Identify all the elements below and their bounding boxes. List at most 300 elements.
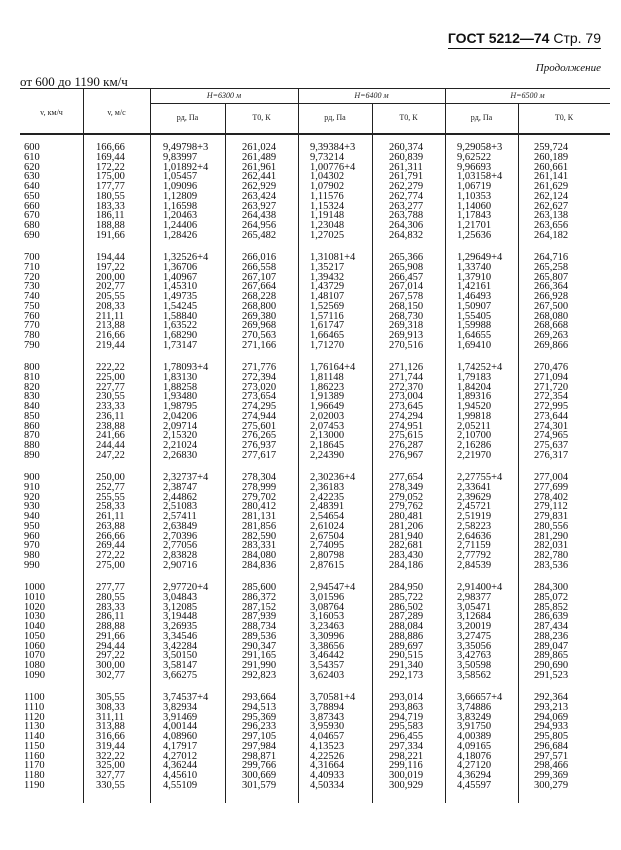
cell-v-kmh: 960: [24, 530, 40, 542]
cell-p-6300: 3,82934: [163, 701, 198, 713]
cell-t-6500: 268,668: [534, 320, 569, 332]
cell-v-ms: 177,77: [96, 181, 125, 193]
cell-v-ms: 247,22: [96, 450, 125, 462]
cell-p-6500: 1,25636: [457, 230, 492, 242]
cell-p-6500: 9,62522: [457, 151, 492, 163]
cell-p-6400: 4,22526: [310, 750, 345, 762]
cell-p-6400: 1,91389: [310, 391, 345, 403]
cell-t-6300: 269,968: [242, 320, 277, 332]
cell-t-6300: 300,669: [242, 770, 277, 782]
cell-p-6400: 3,95930: [310, 721, 345, 733]
cell-p-6300: 3,66275: [163, 670, 198, 682]
cell-v-ms: 300,00: [96, 660, 125, 672]
cell-t-6500: 287,434: [534, 621, 569, 633]
cell-p-6300: 9,49798+3: [163, 142, 209, 153]
cell-t-6400: 281,206: [389, 520, 424, 532]
cell-t-6500: 283,536: [534, 560, 569, 572]
cell-t-6500: 265,807: [534, 271, 569, 283]
cell-t-6400: 292,173: [389, 670, 424, 682]
cell-p-6300: 2,26830: [163, 450, 198, 462]
cell-p-6500: 2,16286: [457, 440, 492, 452]
cell-p-6300: 4,17917: [163, 740, 198, 752]
cell-t-6400: 300,019: [389, 770, 424, 782]
cell-t-6500: 271,094: [534, 371, 569, 383]
cell-p-6400: 2,80798: [310, 550, 345, 562]
cell-t-6300: 282,590: [242, 530, 277, 542]
cell-v-ms: 305,55: [96, 692, 125, 703]
cell-p-6500: 2,51919: [457, 511, 492, 523]
cell-p-6500: 1,10353: [457, 190, 492, 202]
cell-v-kmh: 1070: [24, 650, 45, 662]
header-v-kmh: v, км/ч: [40, 108, 63, 117]
cell-p-6400: 4,31664: [310, 760, 345, 772]
cell-t-6300: 267,107: [242, 271, 277, 283]
cell-p-6400: 9,73214: [310, 151, 345, 163]
cell-p-6400: 2,36183: [310, 481, 345, 493]
cell-v-kmh: 940: [24, 511, 40, 523]
cell-p-6500: 3,50598: [457, 660, 492, 672]
cell-t-6500: 268,080: [534, 310, 569, 322]
cell-v-kmh: 670: [24, 210, 40, 222]
cell-t-6300: 276,937: [242, 440, 277, 452]
group-rule: [150, 103, 610, 104]
cell-t-6500: 288,236: [534, 630, 569, 642]
cell-v-kmh: 1170: [24, 760, 45, 772]
cell-p-6300: 1,09096: [163, 181, 198, 193]
cell-t-6500: 280,556: [534, 520, 569, 532]
header-h6300: H=6300 м: [206, 91, 242, 100]
cell-t-6300: 285,600: [242, 582, 277, 593]
cell-t-6400: 282,681: [389, 540, 424, 552]
cell-t-6400: 273,004: [389, 391, 424, 403]
cell-v-ms: 275,00: [96, 560, 125, 572]
cell-p-6500: 3,35056: [457, 640, 492, 652]
cell-t-6300: 284,836: [242, 560, 277, 572]
cell-t-6400: 267,578: [389, 291, 424, 303]
cell-t-6300: 297,984: [242, 740, 277, 752]
cell-t-6400: 269,913: [389, 330, 424, 342]
cell-t-6400: 280,481: [389, 511, 424, 523]
cell-p-6300: 2,09714: [163, 420, 198, 432]
cell-p-6300: 2,97720+4: [163, 582, 209, 593]
cell-v-kmh: 740: [24, 291, 40, 303]
cell-v-kmh: 1000: [24, 582, 45, 593]
header-t: T0, К: [399, 113, 418, 122]
cell-p-6500: 4,36294: [457, 770, 492, 782]
cell-t-6500: 279,831: [534, 511, 569, 523]
cell-t-6400: 270,516: [389, 340, 424, 352]
cell-t-6300: 264,956: [242, 220, 277, 232]
cell-p-6300: 2,70396: [163, 530, 198, 542]
cell-p-6300: 1,68290: [163, 330, 198, 342]
cell-t-6300: 262,441: [242, 171, 277, 183]
cell-p-6400: 3,38656: [310, 640, 345, 652]
cell-t-6400: 286,502: [389, 601, 424, 613]
cell-p-6300: 3,04843: [163, 591, 198, 603]
cell-t-6300: 281,131: [242, 511, 277, 523]
cell-p-6500: 3,05471: [457, 601, 492, 613]
cell-v-kmh: 680: [24, 220, 40, 232]
cell-p-6500: 1,14060: [457, 200, 492, 212]
cell-p-6400: 3,54357: [310, 660, 345, 672]
cell-v-kmh: 970: [24, 540, 40, 552]
cell-t-6300: 287,939: [242, 611, 277, 623]
cell-v-ms: 261,11: [96, 511, 125, 523]
cell-t-6300: 274,295: [242, 401, 277, 413]
header-t: T0, К: [252, 113, 271, 122]
cell-v-ms: 197,22: [96, 261, 125, 273]
cell-p-6300: 4,08960: [163, 731, 198, 743]
cell-p-6500: 1,84204: [457, 381, 492, 393]
col-divider: [518, 103, 519, 803]
cell-p-6500: 2,84539: [457, 560, 492, 572]
cell-t-6500: 300,279: [534, 780, 569, 792]
cell-v-ms: 319,44: [96, 740, 125, 752]
cell-p-6500: 1,03158+4: [457, 171, 503, 183]
cell-v-ms: 175,00: [96, 171, 125, 183]
page-header: [448, 30, 601, 49]
cell-t-6400: 279,762: [389, 501, 424, 513]
cell-v-ms: 316,66: [96, 731, 125, 743]
cell-t-6300: 268,228: [242, 291, 277, 303]
cell-v-ms: 225,00: [96, 371, 125, 383]
cell-p-6400: 2,42235: [310, 491, 345, 503]
cell-p-6400: 4,40933: [310, 770, 345, 782]
cell-p-6500: 1,89316: [457, 391, 492, 403]
cell-p-6300: 2,77056: [163, 540, 198, 552]
cell-t-6400: 278,349: [389, 481, 424, 493]
cell-p-6400: 3,08764: [310, 601, 345, 613]
cell-t-6500: 261,629: [534, 181, 569, 193]
cell-p-6400: 2,02003: [310, 410, 345, 422]
cell-t-6300: 261,489: [242, 151, 277, 163]
cell-p-6500: 3,83249: [457, 711, 492, 723]
cell-t-6400: 277,654: [389, 472, 424, 483]
cell-v-kmh: 1160: [24, 750, 45, 762]
cell-t-6400: 268,730: [389, 310, 424, 322]
cell-t-6400: 261,791: [389, 171, 424, 183]
cell-t-6400: 268,150: [389, 300, 424, 312]
cell-t-6400: 264,306: [389, 220, 424, 232]
cell-p-6400: 1,00776+4: [310, 161, 356, 173]
cell-p-6300: 1,16598: [163, 200, 198, 212]
cell-v-ms: 313,88: [96, 721, 125, 733]
cell-t-6300: 264,438: [242, 210, 277, 222]
cell-t-6500: 284,300: [534, 582, 569, 593]
cell-p-6300: 2,04206: [163, 410, 198, 422]
cell-t-6400: 274,294: [389, 410, 424, 422]
cell-t-6300: 281,856: [242, 520, 277, 532]
cell-v-kmh: 790: [24, 340, 40, 352]
cell-p-6500: 4,45597: [457, 780, 492, 792]
cell-v-kmh: 770: [24, 320, 40, 332]
cell-t-6400: 279,052: [389, 491, 424, 503]
cell-t-6400: 293,014: [389, 692, 424, 703]
cell-p-6500: 1,42161: [457, 281, 492, 293]
cell-t-6400: 261,311: [389, 161, 423, 173]
cell-p-6300: 9,83997: [163, 151, 198, 163]
cell-v-kmh: 800: [24, 362, 40, 373]
header-bottom-rule: [20, 133, 610, 135]
header-h6400: H=6400 м: [354, 91, 389, 100]
cell-p-6400: 2,61024: [310, 520, 345, 532]
cell-p-6300: 4,27012: [163, 750, 198, 762]
cell-t-6300: 301,579: [242, 780, 277, 792]
continuation-label: Продолжение: [535, 62, 601, 74]
cell-t-6300: 288,734: [242, 621, 277, 633]
cell-v-ms: 252,77: [96, 481, 125, 493]
cell-t-6300: 297,105: [242, 731, 277, 743]
cell-p-6400: 3,16053: [310, 611, 345, 623]
cell-p-6400: 2,87615: [310, 560, 345, 572]
cell-p-6300: 1,54245: [163, 300, 198, 312]
range-label: от 600 до 1190 км/ч: [20, 74, 128, 89]
cell-p-6500: 4,09165: [457, 740, 492, 752]
cell-t-6400: 265,908: [389, 261, 424, 273]
header-v-ms: v, м/с: [107, 108, 126, 117]
cell-p-6300: 1,63522: [163, 320, 198, 332]
cell-t-6300: 271,166: [242, 340, 277, 352]
cell-p-6400: 1,81148: [310, 371, 344, 383]
cell-p-6500: 1,55405: [457, 310, 492, 322]
cell-p-6500: 4,00389: [457, 731, 492, 743]
cell-t-6400: 264,832: [389, 230, 424, 242]
cell-p-6300: 3,34546: [163, 630, 198, 642]
cell-p-6400: 1,15324: [310, 200, 345, 212]
cell-p-6500: 1,94520: [457, 401, 492, 413]
cell-t-6500: 297,571: [534, 750, 569, 762]
cell-t-6300: 289,536: [242, 630, 277, 642]
cell-v-kmh: 890: [24, 450, 40, 462]
cell-v-kmh: 700: [24, 252, 40, 263]
cell-t-6500: 259,724: [534, 142, 569, 153]
page-number: Стр. 79: [553, 30, 601, 46]
cell-t-6500: 290,690: [534, 660, 569, 672]
cell-p-6300: 2,57411: [163, 511, 197, 523]
cell-v-ms: 183,33: [96, 200, 125, 212]
cell-t-6300: 275,601: [242, 420, 277, 432]
cell-p-6500: 3,12684: [457, 611, 492, 623]
cell-t-6300: 261,024: [242, 142, 277, 153]
cell-t-6500: 266,928: [534, 291, 569, 303]
cell-p-6500: 1,79183: [457, 371, 492, 383]
cell-t-6300: 271,776: [242, 362, 277, 373]
cell-t-6300: 286,372: [242, 591, 277, 603]
cell-v-ms: 255,55: [96, 491, 125, 503]
cell-p-6300: 3,74537+4: [163, 692, 209, 703]
cell-t-6300: 265,482: [242, 230, 277, 242]
cell-p-6400: 1,96649: [310, 401, 345, 413]
cell-p-6400: 4,50334: [310, 780, 345, 792]
cell-v-ms: 180,55: [96, 190, 125, 202]
cell-v-kmh: 1130: [24, 721, 45, 733]
cell-p-6400: 1,35217: [310, 261, 345, 273]
cell-v-ms: 241,66: [96, 430, 125, 442]
cell-t-6400: 297,334: [389, 740, 424, 752]
cell-t-6500: 260,661: [534, 161, 569, 173]
cell-p-6400: 1,19148: [310, 210, 345, 222]
cell-v-ms: 211,11: [96, 310, 125, 322]
cell-p-6300: 2,83828: [163, 550, 198, 562]
cell-p-6300: 2,38747: [163, 481, 198, 493]
cell-t-6500: 294,069: [534, 711, 569, 723]
cell-t-6500: 295,805: [534, 731, 569, 743]
cell-t-6500: 281,290: [534, 530, 569, 542]
cell-v-kmh: 990: [24, 560, 40, 572]
cell-t-6300: 273,654: [242, 391, 277, 403]
cell-p-6400: 2,94547+4: [310, 582, 356, 593]
col-divider: [225, 103, 226, 803]
cell-t-6500: 273,644: [534, 410, 569, 422]
cell-p-6400: 1,39432: [310, 271, 345, 283]
cell-t-6500: 269,263: [534, 330, 569, 342]
cell-p-6400: 9,39384+3: [310, 142, 356, 153]
cell-t-6300: 294,513: [242, 701, 277, 713]
cell-v-ms: 202,77: [96, 281, 125, 293]
cell-p-6300: 1,83130: [163, 371, 198, 383]
cell-t-6400: 300,929: [389, 780, 424, 792]
cell-p-6400: 2,54654: [310, 511, 345, 523]
cell-v-kmh: 1100: [24, 692, 45, 703]
cell-t-6300: 291,990: [242, 660, 277, 672]
col-divider: [83, 88, 84, 803]
cell-t-6300: 270,563: [242, 330, 277, 342]
cell-v-kmh: 1020: [24, 601, 45, 613]
cell-v-ms: 227,77: [96, 381, 125, 393]
cell-t-6400: 265,366: [389, 252, 424, 263]
cell-v-kmh: 1040: [24, 621, 45, 633]
cell-v-kmh: 1050: [24, 630, 45, 642]
cell-t-6400: 275,615: [389, 430, 424, 442]
cell-t-6400: 298,221: [389, 750, 424, 762]
cell-v-kmh: 710: [24, 261, 40, 273]
cell-p-6500: 1,37910: [457, 271, 492, 283]
cell-p-6500: 2,71159: [457, 540, 491, 552]
cell-t-6500: 272,354: [534, 391, 569, 403]
cell-p-6500: 2,39629: [457, 491, 492, 503]
cell-p-6400: 2,18645: [310, 440, 345, 452]
cell-p-6300: 1,58840: [163, 310, 198, 322]
cell-v-ms: 277,77: [96, 582, 125, 593]
cell-t-6400: 290,515: [389, 650, 424, 662]
cell-p-6300: 1,78093+4: [163, 362, 209, 373]
cell-v-kmh: 950: [24, 520, 40, 532]
cell-v-ms: 294,44: [96, 640, 125, 652]
cell-t-6400: 288,084: [389, 621, 424, 633]
cell-t-6400: 274,951: [389, 420, 424, 432]
cell-t-6500: 264,716: [534, 252, 569, 263]
cell-v-kmh: 820: [24, 381, 40, 393]
cell-t-6400: 263,788: [389, 210, 424, 222]
cell-p-6300: 1,24406: [163, 220, 198, 232]
cell-v-kmh: 1060: [24, 640, 45, 652]
cell-p-6400: 1,61747: [310, 320, 345, 332]
cell-v-kmh: 900: [24, 472, 40, 483]
cell-v-kmh: 600: [24, 142, 40, 153]
cell-v-ms: 166,66: [96, 142, 125, 153]
cell-p-6300: 3,19448: [163, 611, 198, 623]
cell-p-6300: 1,32526+4: [163, 252, 209, 263]
cell-v-kmh: 850: [24, 410, 40, 422]
cell-v-kmh: 690: [24, 230, 40, 242]
cell-p-6500: 2,10700: [457, 430, 492, 442]
cell-t-6300: 277,617: [242, 450, 277, 462]
cell-v-ms: 322,22: [96, 750, 125, 762]
cell-v-ms: 172,22: [96, 161, 125, 173]
cell-v-ms: 208,33: [96, 300, 125, 312]
cell-v-kmh: 840: [24, 401, 40, 413]
header-p: pд, Па: [470, 113, 493, 122]
cell-t-6500: 282,780: [534, 550, 569, 562]
cell-v-kmh: 720: [24, 271, 40, 283]
cell-t-6400: 287,289: [389, 611, 424, 623]
cell-p-6300: 2,15320: [163, 430, 198, 442]
cell-p-6300: 3,12085: [163, 601, 198, 613]
cell-p-6300: 1,36706: [163, 261, 198, 273]
cell-p-6300: 3,42284: [163, 640, 198, 652]
header-p: pд, Па: [324, 113, 346, 122]
cell-p-6300: 2,32737+4: [163, 472, 209, 483]
cell-t-6500: 274,965: [534, 430, 569, 442]
cell-t-6500: 292,364: [534, 692, 569, 703]
cell-t-6400: 260,839: [389, 151, 424, 163]
cell-t-6300: 272,394: [242, 371, 277, 383]
cell-v-kmh: 1140: [24, 731, 45, 743]
cell-p-6500: 9,96693: [457, 161, 492, 173]
cell-p-6500: 1,64655: [457, 330, 492, 342]
cell-t-6500: 282,031: [534, 540, 569, 552]
cell-p-6400: 1,57116: [310, 310, 344, 322]
table-top-rule: [20, 88, 610, 89]
cell-v-kmh: 640: [24, 181, 40, 193]
cell-p-6400: 1,76164+4: [310, 362, 356, 373]
cell-p-6500: 1,99818: [457, 410, 492, 422]
cell-t-6500: 296,684: [534, 740, 569, 752]
cell-v-ms: 280,55: [96, 591, 125, 603]
cell-v-ms: 297,22: [96, 650, 125, 662]
cell-t-6300: 299,766: [242, 760, 277, 772]
cell-t-6400: 293,863: [389, 701, 424, 713]
cell-p-6300: 1,45310: [163, 281, 198, 293]
cell-t-6400: 266,457: [389, 271, 424, 283]
cell-t-6500: 262,124: [534, 190, 569, 202]
cell-t-6400: 263,277: [389, 200, 424, 212]
cell-p-6500: 2,77792: [457, 550, 492, 562]
cell-t-6500: 278,402: [534, 491, 569, 503]
cell-p-6500: 1,21701: [457, 220, 492, 232]
cell-p-6300: 1,28426: [163, 230, 198, 242]
cell-v-kmh: 660: [24, 200, 40, 212]
cell-t-6300: 296,233: [242, 721, 277, 733]
cell-t-6400: 299,116: [389, 760, 423, 772]
cell-p-6300: 4,00144: [163, 721, 198, 733]
cell-p-6300: 2,63849: [163, 520, 198, 532]
cell-p-6500: 2,45721: [457, 501, 492, 513]
cell-v-ms: 219,44: [96, 340, 125, 352]
cell-t-6300: 276,265: [242, 430, 277, 442]
cell-p-6500: 1,33740: [457, 261, 492, 273]
cell-v-kmh: 1010: [24, 591, 45, 603]
cell-v-ms: 244,44: [96, 440, 125, 452]
cell-v-ms: 238,88: [96, 420, 125, 432]
cell-v-kmh: 1190: [24, 780, 45, 792]
cell-v-ms: 327,77: [96, 770, 125, 782]
cell-v-ms: 230,55: [96, 391, 125, 403]
cell-v-ms: 269,44: [96, 540, 125, 552]
cell-t-6400: 260,374: [389, 142, 424, 153]
cell-p-6400: 2,24390: [310, 450, 345, 462]
cell-t-6500: 271,720: [534, 381, 569, 393]
